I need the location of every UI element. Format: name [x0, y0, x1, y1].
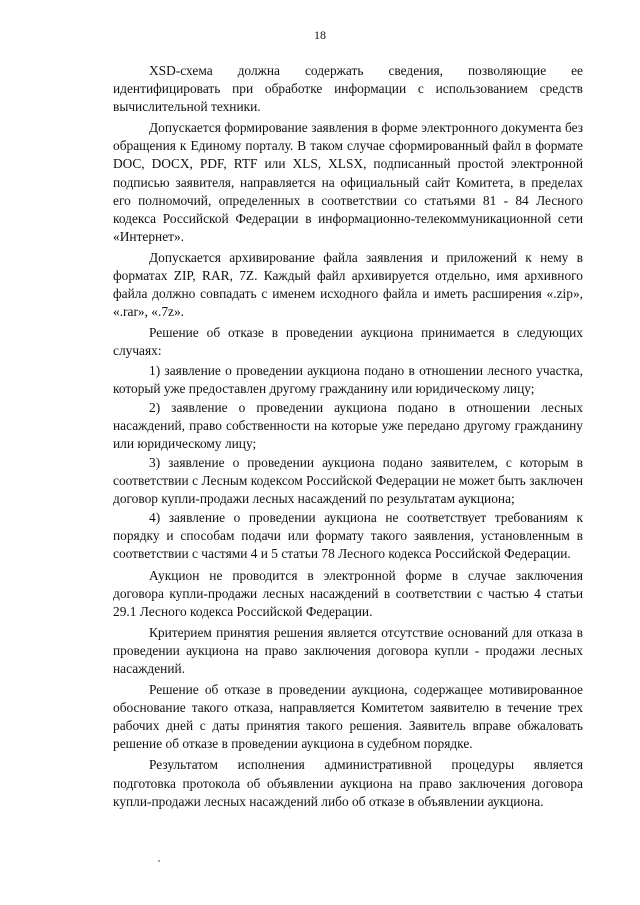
- paragraph-archiving: Допускается архивирование файла заявления и приложений к нему в форматах ZIP, RAR, 7Z. Каждый файл архивируется отдельно, имя архивного файла должно совпадать с именем исходного файла и иметь расширения «.zip», «.rar», «.7z».: [113, 249, 583, 320]
- page-number: 18: [314, 28, 326, 42]
- paragraph-refusal-notice: Решение об отказе в проведении аукциона, содержащее мотивированное обоснование такого отказа, направляется Комитетом заявителю в течение трех рабочих дней с даты принятия такого решения. Заявитель вправе обжаловать решение об отказе в проведении аукциона в судебном порядке.: [113, 682, 583, 752]
- paragraph-procedure-result: Результатом исполнения административной процедуры является подготовка протокола об объявлении аукциона на право заключения договора купли-продажи лесных насаждений либо об отказе в объявлении аукциона.: [113, 757, 583, 809]
- scan-speck: [158, 860, 160, 862]
- list-item-refusal-2: 2) заявление о проведении аукциона подано в отношении лесных насаждений, право собственности на которые уже передано другому гражданину или юридическому лицу;: [113, 399, 583, 451]
- list-item-refusal-3: 3) заявление о проведении аукциона подано заявителем, с которым в соответствии с Лесным кодексом Российской Федерации не может быть заключен договор купли-продажи лесных насаждений по результатам аукциона;: [113, 454, 583, 507]
- paragraph-xsd-schema: XSD-схема должна содержать сведения, позволяющие ее идентифицировать при обработке информации с использованием средств вычислительной техники.: [113, 63, 583, 115]
- list-item-refusal-1: 1) заявление о проведении аукциона подано в отношении лесного участка, который уже предоставлен другому гражданину или юридическому лицу;: [113, 362, 583, 396]
- paragraph-decision-criterion: Критерием принятия решения является отсутствие оснований для отказа в проведении аукциона на право заключения договора купли - продажи лесных насаждений.: [113, 624, 583, 676]
- list-item-refusal-4: 4) заявление о проведении аукциона не соответствует требованиям к порядку и способам подачи или формату такого заявления, установленным в соответствии с частями 4 и 5 статьи 78 Лесного кодекса Российской Федерации.: [113, 510, 583, 562]
- paragraph-electronic-document: Допускается формирование заявления в форме электронного документа без обращения к Единому порталу. В таком случае сформированный файл в формате DOC, DOCX, PDF, RTF или XLS, XLSX, подписанный простой электронной подписью заявителя, направляется на официальный сайт Комитета, в пределах его полномочий, определенных в соответствии со статьями 81 - 84 Лесного кодекса Российской Федерации в информационно-телекоммуникационной сети «Интернет».: [113, 120, 583, 244]
- paragraph-refusal-cases-intro: Решение об отказе в проведении аукциона принимается в следующих случаях:: [113, 325, 583, 359]
- document-body: [113, 62, 583, 814]
- paragraph-not-electronic: Аукцион не проводится в электронной форме в случае заключения договора купли-продажи лесных насаждений в соответствии с частью 4 статьи 29.1 Лесного кодекса Российской Федерации.: [113, 567, 583, 619]
